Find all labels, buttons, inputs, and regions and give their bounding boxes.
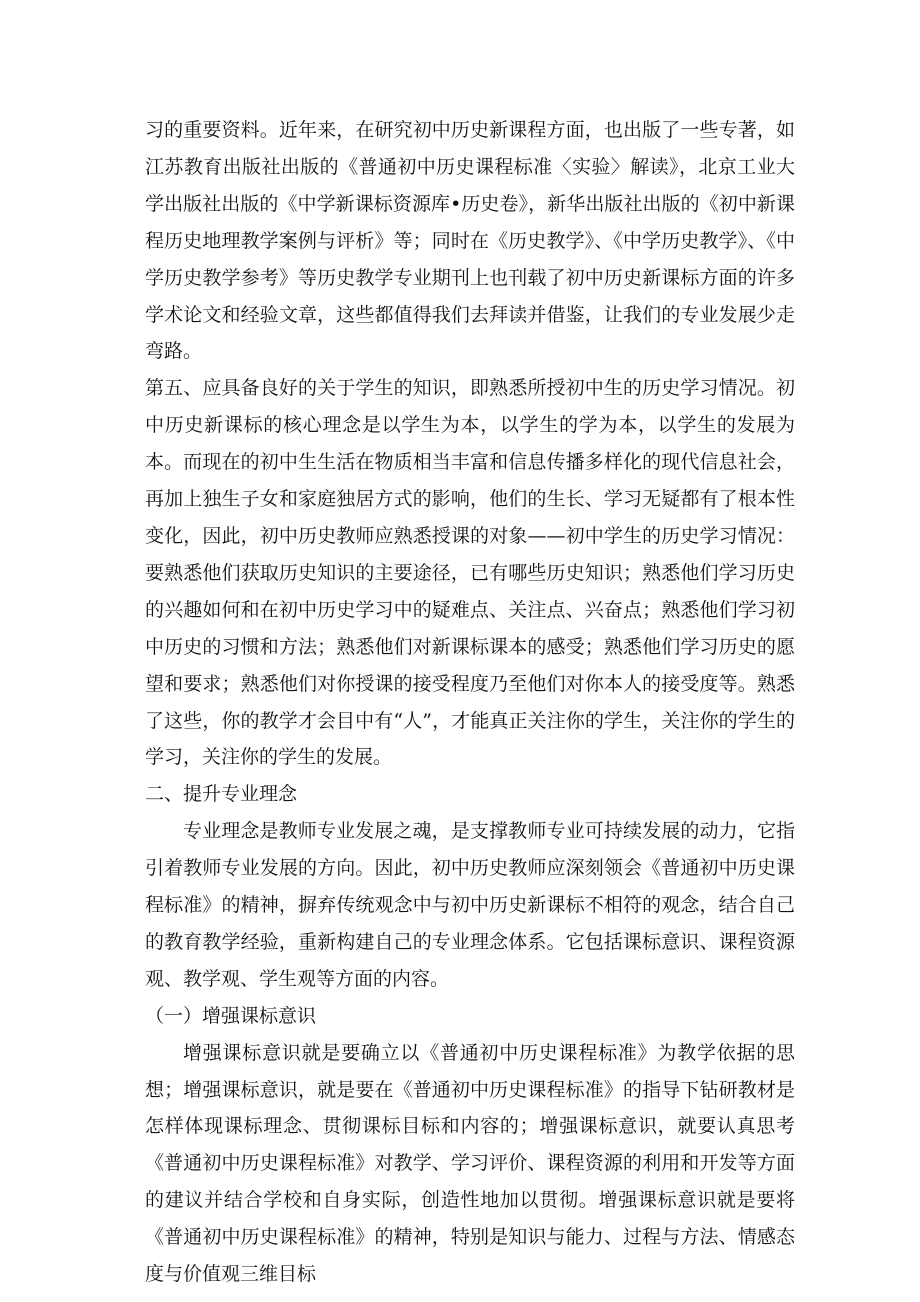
- subsection-heading: （一）增强课标意识: [145, 1004, 317, 1027]
- document-body: [145, 112, 795, 1293]
- section-heading: 二、提升专业理念: [145, 783, 298, 806]
- paragraph-curriculum-awareness: 增强课标意识就是要确立以《普通初中历史课程标准》为教学依据的思想；增强课标意识，就是要在《普通初中历史课程标准》的指导下钻研教材是怎样体现课标理念、贯彻课标目标和内容的；增强课标意识，就要认真思考《普通初中历史课程标准》对教学、学习评价、课程资源的利用和开发等方面的建议并结合学校和自身实际，创造性地加以贯彻。增强课标意识就是要将《普通初中历史课程标准》的精神，特别是知识与能力、过程与方法、情感态度与价值观三维目标: [145, 1041, 795, 1286]
- paragraph-professional-concept: 专业理念是教师专业发展之魂，是支撑教师专业可持续发展的动力，它指引着教师专业发展的方向。因此，初中历史教师应深刻领会《普通初中历史课程标准》的精神，摒弃传统观念中与初中历史新课标不相符的观念，结合自己的教育教学经验，重新构建自己的专业理念体系。它包括课标意识、课程资源观、教学观、学生观等方面的内容。: [145, 820, 795, 990]
- paragraph-fifth-point: 第五、应具备良好的关于学生的知识，即熟悉所授初中生的历史学习情况。初中历史新课标的核心理念是以学生为本，以学生的学为本，以学生的发展为本。而现在的初中生生活在物质相当丰富和信息传播多样化的现代信息社会，再加上独生子女和家庭独居方式的影响，他们的生长、学习无疑都有了根本性变化，因此，初中历史教师应熟悉授课的对象——初中学生的历史学习情况：要熟悉他们获取历史知识的主要途径，已有哪些历史知识；熟悉他们学习历史的兴趣如何和在初中历史学习中的疑难点、关注点、兴奋点；熟悉他们学习初中历史的习惯和方法；熟悉他们对新课标课本的感受；熟悉他们学习历史的愿望和要求；熟悉他们对你授课的接受程度乃至他们对你本人的接受度等。熟悉了这些，你的教学才会目中有“人”，才能真正关注你的学生，关注你的学生的学习，关注你的学生的发展。: [145, 377, 795, 769]
- paragraph-continuation: 习的重要资料。近年来，在研究初中历史新课程方面，也出版了一些专著，如江苏教育出版社出版的《普通初中历史课程标准〈实验〉解读》，北京工业大学出版社出版的《中学新课标资源库•历史卷》，新华出版社出版的《初中新课程历史地理教学案例与评析》等；同时在《历史教学》、《中学历史教学》、《中学历史教学参考》等历史教学专业期刊上也刊载了初中历史新课标方面的许多学术论文和经验文章，这些都值得我们去拜读并借鉴，让我们的专业发展少走弯路。: [145, 119, 795, 363]
